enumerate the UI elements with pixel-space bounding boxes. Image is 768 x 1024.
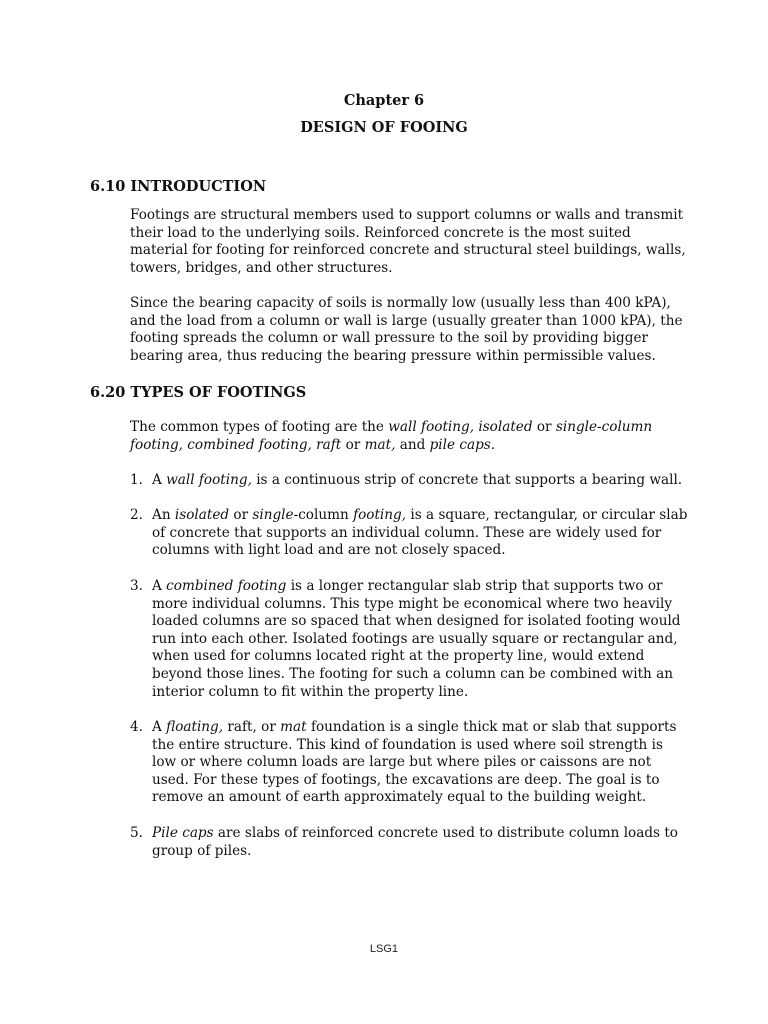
list-item-text <box>152 719 690 807</box>
text-run: foundation is a single thick mat or slab that supports the entire structure. This kind of foundation is used where soil strength is low or where column loads are large but where piles or caissons are not used. For these types of footings, the excavations are deep. The goal is to remove an amount of earth approximately equal to the building weight. <box>152 719 677 806</box>
page-title: DESIGN OF FOOING <box>300 119 468 136</box>
text-run: is a longer rectangular slab strip that supports two or more individual columns. This type might be economical where two heavily loaded columns are so spaced that when designed for isolated footing would run into each other. Isolated footings are usually square or rectangular and, when used for columns located right at the property line, would extend beyond those lines. The footing for such a column can be combined with an interior column to fit within the property line. <box>152 578 681 700</box>
list-item-text <box>152 578 690 701</box>
italic-term: pile caps. <box>429 436 496 453</box>
italic-term: mat <box>280 719 307 735</box>
chapter-label: Chapter 6 <box>343 92 425 109</box>
list-item-mat-foundation <box>130 719 690 807</box>
italic-term: single-column footing, combined footing, raft <box>130 419 653 453</box>
list-item-number: 4. <box>130 719 143 735</box>
text-run: A <box>152 719 167 735</box>
text-run: or <box>229 507 253 523</box>
text-run: The common types of footing are the <box>130 419 389 435</box>
list-item-number: 5. <box>130 825 143 841</box>
text-run: raft, or <box>223 719 281 735</box>
types-intro-paragraph <box>130 419 690 454</box>
list-item-combined-footing <box>130 578 690 701</box>
list-item-number: 1. <box>130 472 143 488</box>
text-run: or <box>341 436 365 453</box>
list-item-pile-caps <box>130 825 690 860</box>
list-item-number: 2. <box>130 507 143 523</box>
section-heading-introduction: 6.10 INTRODUCTION <box>90 178 267 195</box>
text-run: column <box>298 507 354 523</box>
italic-term: footing, <box>353 507 407 523</box>
list-item-isolated-footing <box>130 507 690 560</box>
paragraph-text: Footings are structural members used to support columns or walls and transmit their load to the underlying soils. Reinforced concrete is the most suited material for footing for reinforced concrete and structural steel buildings, walls, towers, bridges, and other structures. <box>130 207 686 276</box>
list-item-number: 3. <box>130 578 143 594</box>
text-run: are slabs of reinforced concrete used to distribute column loads to group of piles. <box>152 825 678 859</box>
intro-paragraph-2 <box>130 295 690 365</box>
section-heading-types-of-footings: 6.20 TYPES OF FOOTINGS <box>90 384 307 401</box>
text-run: is a continuous strip of concrete that supports a bearing wall. <box>251 472 683 488</box>
text-run: An <box>152 507 175 523</box>
paragraph-text: Since the bearing capacity of soils is normally low (usually less than 400 kPA), and the load from a column or wall is large (usually greater than 1000 kPA), the footing spreads the column or wall pressure to the soil by providing bigger bearing area, thus reducing the bearing pressure within permissible values. <box>130 295 683 364</box>
paragraph-text <box>130 419 690 454</box>
text-run: is a square, rectangular, or circular slab of concrete that supports an individual column. These are widely used for columns with light load and are not closely spaced. <box>152 507 688 559</box>
italic-term: floating, <box>166 719 224 735</box>
italic-term: wall footing, <box>166 472 252 488</box>
italic-term: Pile caps <box>152 825 214 841</box>
text-run: and <box>395 436 430 453</box>
italic-term: single- <box>252 507 299 523</box>
list-item-text <box>152 472 690 490</box>
list-item-wall-footing <box>130 472 690 490</box>
text-run: A <box>152 578 167 594</box>
text-run: or <box>532 419 556 435</box>
text-run: A <box>152 472 167 488</box>
list-item-text <box>152 507 690 560</box>
page-footer: LSG1 <box>369 943 399 955</box>
italic-term: combined footing <box>166 578 287 594</box>
intro-paragraph-1 <box>130 207 690 277</box>
italic-term: mat, <box>364 436 396 453</box>
italic-term: isolated <box>174 507 230 523</box>
italic-term: wall footing, isolated <box>388 419 533 435</box>
list-item-text <box>152 825 690 860</box>
